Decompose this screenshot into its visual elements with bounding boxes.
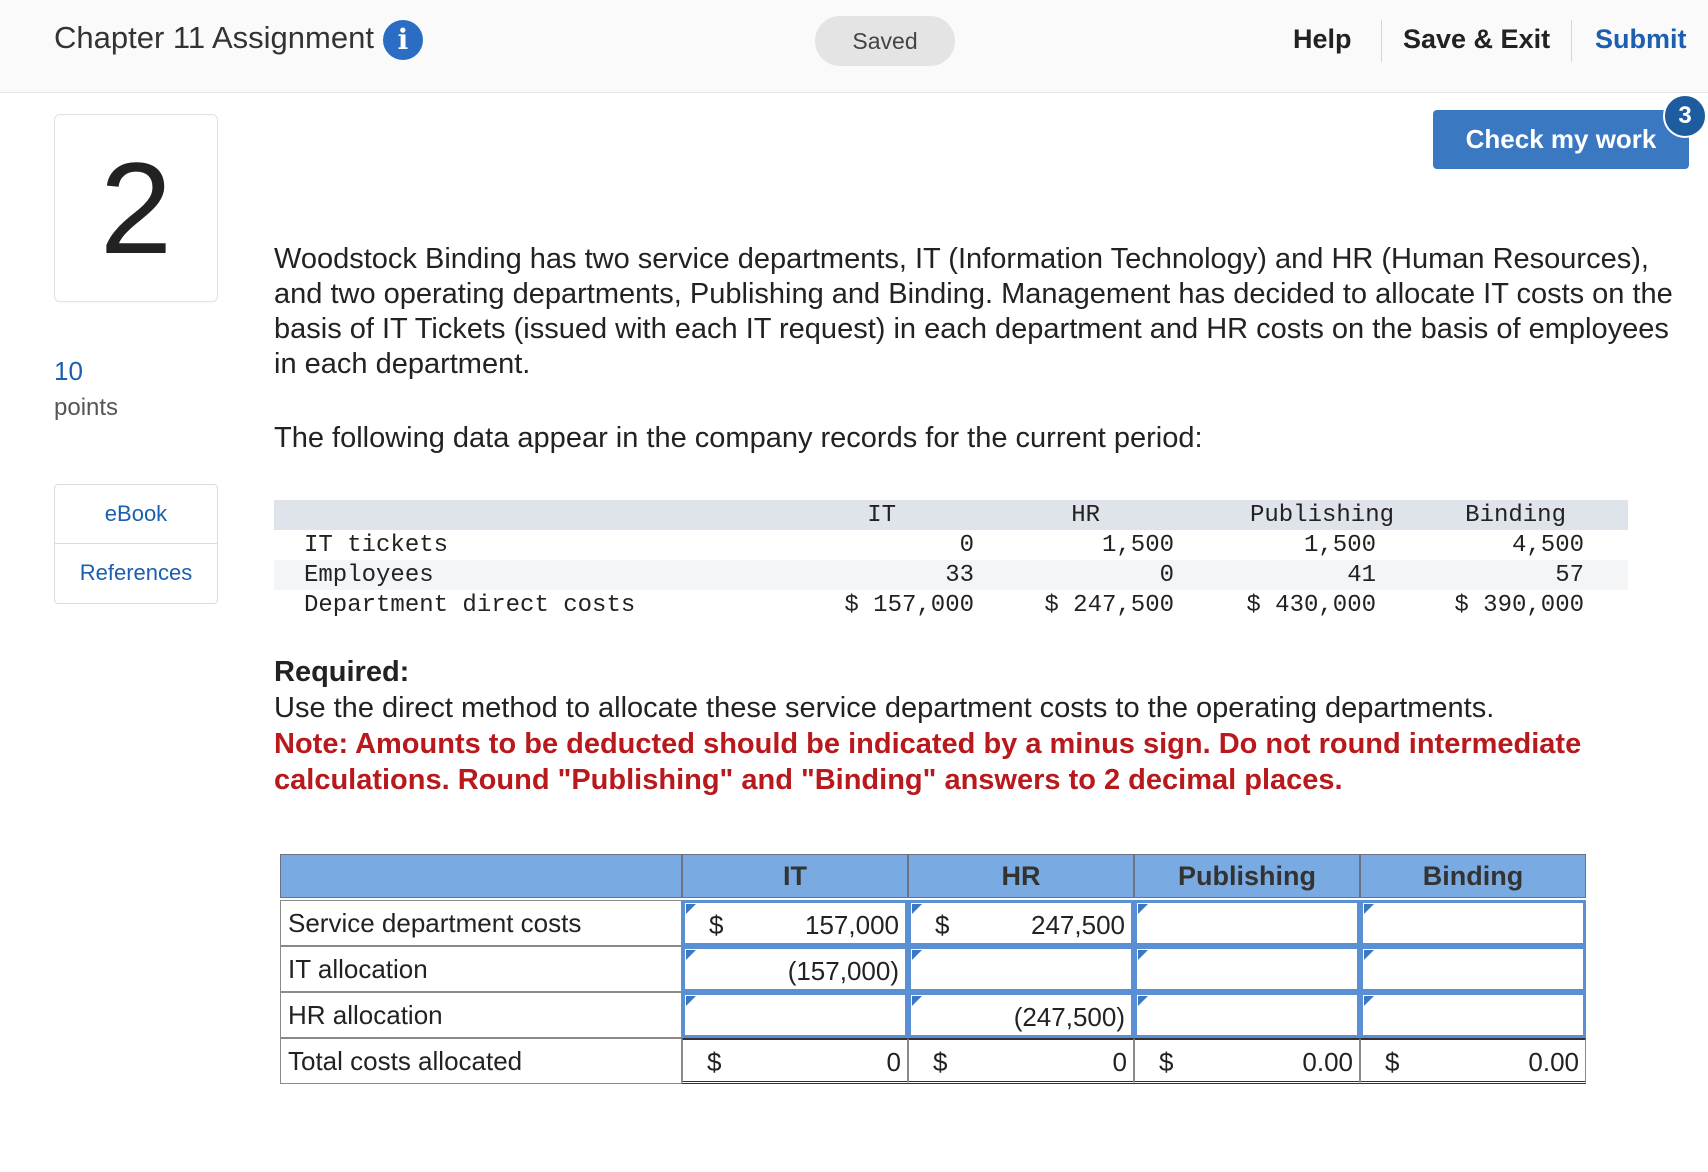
answer-col-publishing: Publishing xyxy=(1134,854,1360,898)
input-marker-icon xyxy=(686,904,696,914)
cell-value: 157,000 xyxy=(805,910,899,940)
binding-hr-allocation-input[interactable] xyxy=(1360,992,1586,1038)
required-heading: Required: xyxy=(274,656,410,688)
hr-total-allocated xyxy=(908,1038,1134,1084)
answer-col-hr: HR xyxy=(908,854,1134,898)
given-cell: 4,500 xyxy=(1511,532,1584,559)
given-col-publishing: Publishing xyxy=(1249,502,1394,529)
points-value: 10 xyxy=(54,356,83,386)
hr-hr-allocation-input[interactable] xyxy=(908,992,1134,1038)
input-marker-icon xyxy=(1138,950,1148,960)
given-row xyxy=(274,590,1628,620)
input-marker-icon xyxy=(1138,904,1148,914)
input-marker-icon xyxy=(912,996,922,1006)
required-section xyxy=(274,654,1674,798)
header-divider xyxy=(1571,20,1572,62)
publishing-service-costs-input[interactable] xyxy=(1134,900,1360,946)
given-row xyxy=(274,530,1628,560)
row-label-hr-allocation: HR allocation xyxy=(280,992,682,1038)
input-marker-icon xyxy=(1364,996,1374,1006)
currency-symbol: $ xyxy=(707,1047,722,1077)
input-marker-icon xyxy=(1138,996,1148,1006)
question-number-card xyxy=(54,114,218,302)
given-header-row xyxy=(274,500,1628,530)
info-icon[interactable]: i xyxy=(383,20,423,60)
ebook-link[interactable]: eBook xyxy=(104,501,168,526)
publishing-hr-allocation-input[interactable] xyxy=(1134,992,1360,1038)
given-col-binding: Binding xyxy=(1465,502,1566,529)
answer-col-binding: Binding xyxy=(1360,854,1586,898)
given-row-label: IT tickets xyxy=(304,532,449,559)
given-cell: 41 xyxy=(1347,562,1376,589)
cell-value: 247,500 xyxy=(1031,910,1125,940)
help-button[interactable]: Help xyxy=(1293,24,1352,54)
submit-button[interactable]: Submit xyxy=(1595,24,1687,54)
row-label-it-allocation: IT allocation xyxy=(280,946,682,992)
currency-symbol: $ xyxy=(935,910,950,940)
given-cell: $ 390,000 xyxy=(1454,592,1584,619)
data-intro: The following data appear in the company records for the current period: xyxy=(274,422,1203,454)
answer-header-blank xyxy=(280,854,682,898)
cell-value: (247,500) xyxy=(1013,1002,1125,1032)
input-marker-icon xyxy=(912,950,922,960)
given-cell: $ 247,500 xyxy=(1044,592,1174,619)
required-text: Use the direct method to allocate these service department costs to the operating departments. xyxy=(274,692,1495,724)
given-cell: 33 xyxy=(945,562,974,589)
cell-value: 0.00 xyxy=(1528,1047,1579,1077)
input-marker-icon xyxy=(912,904,922,914)
question-number: 2 xyxy=(99,135,173,281)
save-exit-button[interactable]: Save & Exit xyxy=(1403,24,1551,54)
currency-symbol: $ xyxy=(1385,1047,1400,1077)
points-label: points xyxy=(54,394,119,421)
given-cell: $ 157,000 xyxy=(844,592,974,619)
given-cell: 0 xyxy=(959,532,974,559)
given-col-hr: HR xyxy=(1071,502,1100,529)
header-divider xyxy=(1381,20,1382,62)
binding-service-costs-input[interactable] xyxy=(1360,900,1586,946)
cell-value: 0.00 xyxy=(1302,1047,1353,1077)
binding-total-allocated xyxy=(1360,1038,1586,1084)
publishing-total-allocated xyxy=(1134,1038,1360,1084)
cell-value: 0 xyxy=(1112,1047,1127,1077)
binding-it-allocation-input[interactable] xyxy=(1360,946,1586,992)
given-cell: 1,500 xyxy=(1303,532,1376,559)
given-cell: 57 xyxy=(1555,562,1584,589)
assignment-title: Chapter 11 Assignment xyxy=(54,20,374,55)
check-my-work-button[interactable]: Check my work xyxy=(1433,110,1689,169)
problem-text: Woodstock Binding has two service departments, IT (Information Technology) and HR (Human Resources), and two operating departments, Publishing and Binding. Management has decided to allocate IT costs on the basis of IT Tickets (issued with each IT request) in each department and HR costs on the basis of employees in each department. xyxy=(274,243,1673,380)
input-marker-icon xyxy=(1364,904,1374,914)
currency-symbol: $ xyxy=(1159,1047,1174,1077)
given-cell: $ 430,000 xyxy=(1246,592,1376,619)
resources-panel xyxy=(54,484,218,604)
given-row-label: Department direct costs xyxy=(304,592,636,619)
given-cell: 0 xyxy=(1159,562,1174,589)
cell-value: 0 xyxy=(886,1047,901,1077)
row-label-total-allocated: Total costs allocated xyxy=(280,1038,682,1084)
answer-col-it: IT xyxy=(682,854,908,898)
given-row-label: Employees xyxy=(304,562,434,589)
input-marker-icon xyxy=(686,950,696,960)
required-note: Note: Amounts to be deducted should be indicated by a minus sign. Do not round intermediate calculations. Round "Publishing" and "Binding" answers to 2 decimal places. xyxy=(274,728,1582,796)
it-it-allocation-input[interactable] xyxy=(682,946,908,992)
given-cell: 1,500 xyxy=(1101,532,1174,559)
it-hr-allocation-input[interactable] xyxy=(682,992,908,1038)
cell-value: (157,000) xyxy=(787,956,899,986)
it-service-costs-input[interactable] xyxy=(682,900,908,946)
input-marker-icon xyxy=(1364,950,1374,960)
given-data-table xyxy=(274,500,1628,620)
row-label-service-costs: Service department costs xyxy=(280,900,682,946)
saved-status-badge: Saved xyxy=(815,16,955,66)
publishing-it-allocation-input[interactable] xyxy=(1134,946,1360,992)
given-row xyxy=(274,560,1628,590)
given-col-it: IT xyxy=(867,502,896,529)
input-marker-icon xyxy=(686,996,696,1006)
currency-symbol: $ xyxy=(933,1047,948,1077)
references-link[interactable]: References xyxy=(55,543,217,602)
hr-it-allocation-input[interactable] xyxy=(908,946,1134,992)
answer-table xyxy=(280,854,1586,1086)
it-total-allocated xyxy=(682,1038,908,1084)
hr-service-costs-input[interactable] xyxy=(908,900,1134,946)
currency-symbol: $ xyxy=(709,910,724,940)
check-attempts-badge: 3 xyxy=(1663,94,1707,138)
top-header xyxy=(0,0,1708,93)
